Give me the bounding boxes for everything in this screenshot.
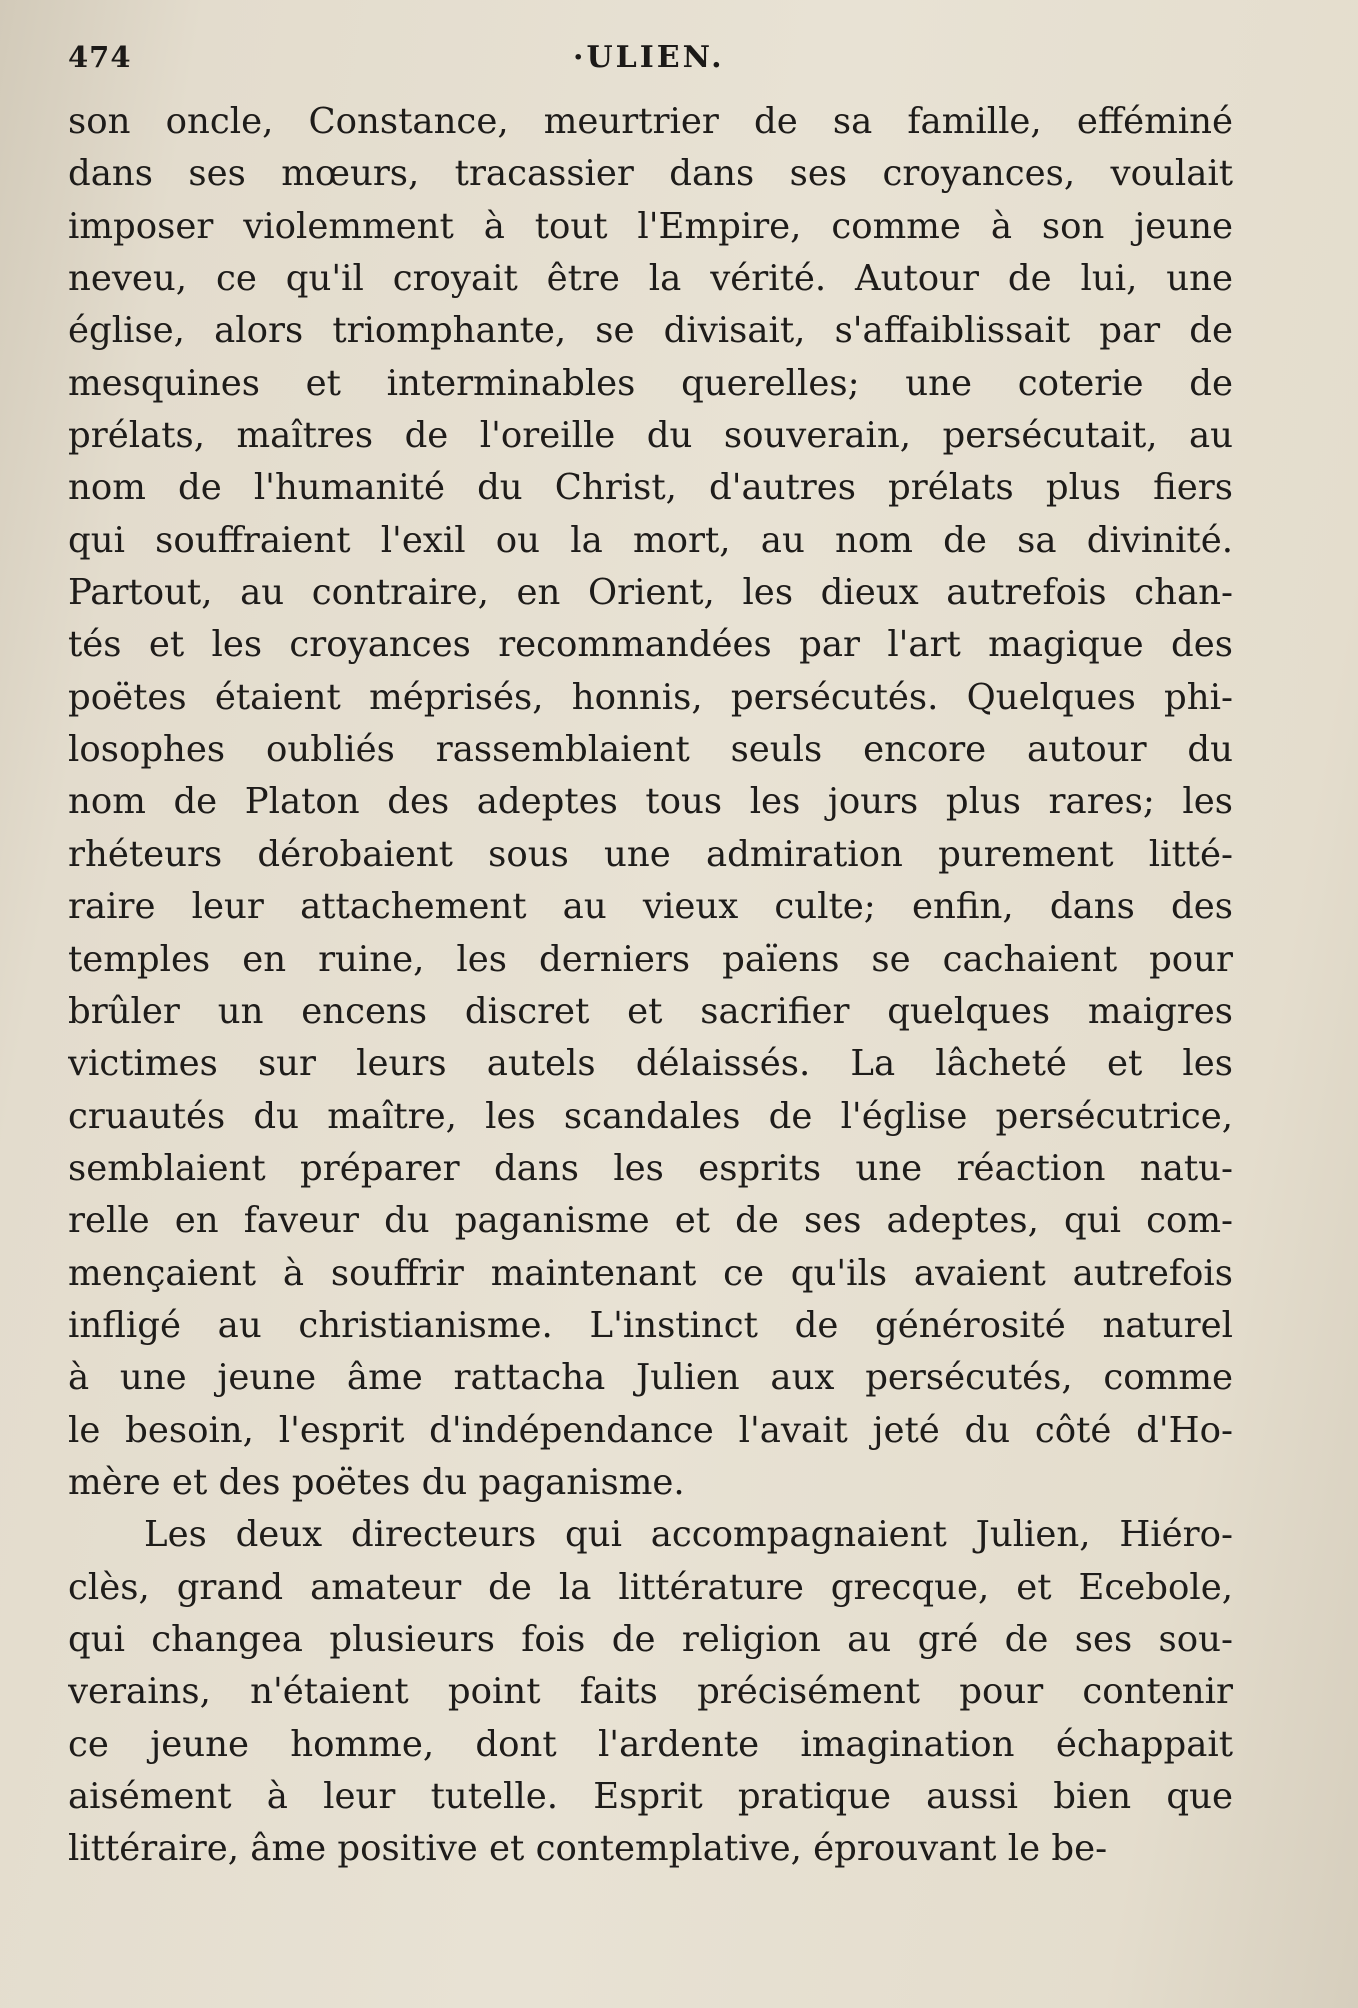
text-line: verains, n'étaient point faits précisément pour contenir bbox=[68, 1671, 1233, 1713]
text-line: nom de l'humanité du Christ, d'autres prélats plus fiers bbox=[68, 467, 1233, 509]
text-line: à une jeune âme rattacha Julien aux persécutés, comme bbox=[68, 1357, 1233, 1399]
text-line: nom de Platon des adeptes tous les jours plus rares; les bbox=[68, 781, 1233, 823]
text-line: Partout, au contraire, en Orient, les dieux autrefois chan- bbox=[68, 572, 1233, 614]
text-line: mère et des poëtes du paganisme. bbox=[68, 1461, 685, 1503]
text-line: église, alors triomphante, se divisait, s'affaiblissait par de bbox=[68, 310, 1233, 352]
paragraph-1 bbox=[68, 96, 1233, 1509]
text-line: prélats, maîtres de l'oreille du souverain, persécutait, au bbox=[68, 415, 1233, 457]
text-line: aisément à leur tutelle. Esprit pratique aussi bien que bbox=[68, 1776, 1233, 1817]
text-line: littéraire, âme positive et contemplative, éprouvant le be- bbox=[68, 1828, 1108, 1870]
text-line: ce jeune homme, dont l'ardente imagination échappait bbox=[68, 1723, 1233, 1765]
text-line: le besoin, l'esprit d'indépendance l'avait jeté du côté d'Ho- bbox=[68, 1409, 1233, 1451]
text-line: semblaient préparer dans les esprits une réaction natu- bbox=[68, 1147, 1233, 1189]
text-line: qui changea plusieurs fois de religion au gré de ses sou- bbox=[68, 1618, 1233, 1660]
page-header bbox=[68, 40, 1278, 80]
text-line: losophes oubliés rassemblaient seuls encore autour du bbox=[68, 729, 1233, 771]
paragraph-2 bbox=[68, 1509, 1233, 1875]
text-line: rhéteurs dérobaient sous une admiration purement litté- bbox=[68, 833, 1233, 875]
text-line: cruautés du maître, les scandales de l'église persécutrice, bbox=[68, 1095, 1233, 1137]
text-line: imposer violemment à tout l'Empire, comme à son jeune bbox=[68, 205, 1233, 247]
body-text bbox=[68, 96, 1233, 1876]
running-title: ·ULIEN. bbox=[573, 40, 725, 75]
page-number: 474 bbox=[68, 40, 132, 74]
text-line: mesquines et interminables querelles; une coterie de bbox=[68, 362, 1233, 404]
text-line: infligé au christianisme. L'instinct de générosité naturel bbox=[68, 1304, 1233, 1346]
text-line: Les deux directeurs qui accompagnaient Julien, Hiéro- bbox=[144, 1514, 1233, 1556]
text-line: temples en ruine, les derniers païens se cachaient pour bbox=[68, 938, 1233, 980]
text-line: tés et les croyances recommandées par l'art magique des bbox=[68, 624, 1233, 666]
text-line: raire leur attachement au vieux culte; enfin, dans des bbox=[68, 886, 1233, 928]
text-line: qui souffraient l'exil ou la mort, au nom de sa divinité. bbox=[68, 519, 1233, 561]
text-line: mençaient à souffrir maintenant ce qu'ils avaient autrefois bbox=[68, 1252, 1233, 1294]
text-line: son oncle, Constance, meurtrier de sa famille, efféminé bbox=[68, 101, 1233, 142]
text-line: clès, grand amateur de la littérature grecque, et Ecebole, bbox=[68, 1566, 1233, 1608]
text-line: neveu, ce qu'il croyait être la vérité. Autour de lui, une bbox=[68, 258, 1233, 300]
text-line: victimes sur leurs autels délaissés. La lâcheté et les bbox=[68, 1043, 1233, 1085]
text-line: brûler un encens discret et sacrifier quelques maigres bbox=[68, 990, 1233, 1032]
text-line: relle en faveur du paganisme et de ses adeptes, qui com- bbox=[68, 1200, 1233, 1242]
text-line: poëtes étaient méprisés, honnis, persécutés. Quelques phi- bbox=[68, 676, 1233, 718]
text-line: dans ses mœurs, tracassier dans ses croyances, voulait bbox=[68, 153, 1233, 195]
